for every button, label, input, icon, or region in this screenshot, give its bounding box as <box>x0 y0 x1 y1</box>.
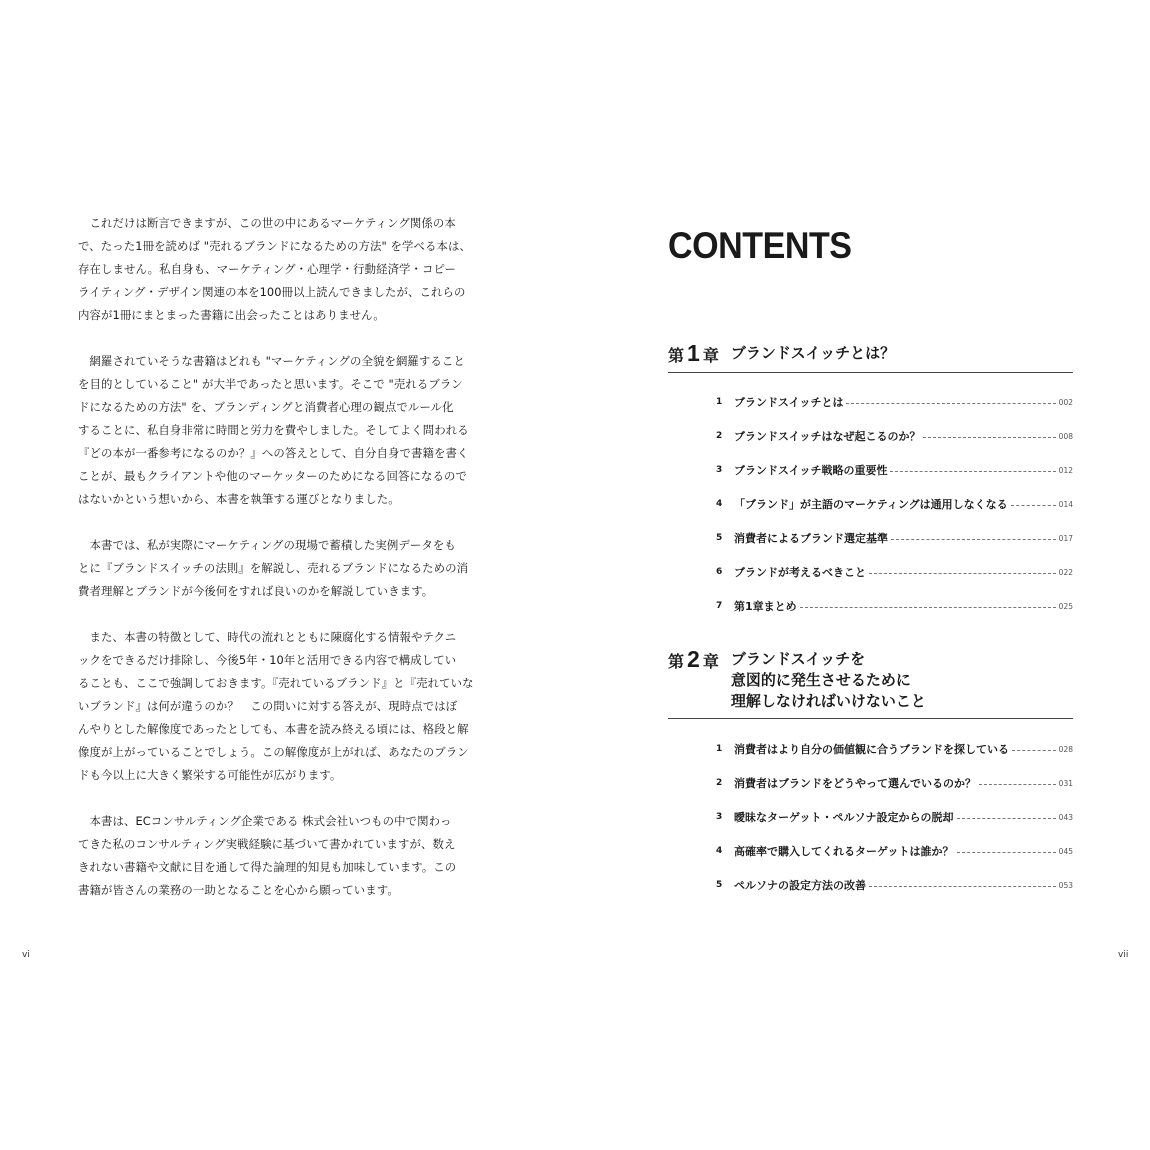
left-page-body <box>78 212 483 925</box>
toc-entry[interactable] <box>716 487 1073 521</box>
toc-number: 1 <box>716 744 723 754</box>
toc-page: 031 <box>1058 778 1073 788</box>
chapter-1 <box>668 340 1073 623</box>
dot-leader <box>957 852 1056 853</box>
text-line: で、たった1冊を読めば "売れるブランドになるための方法" を学べる本は、 <box>78 239 471 253</box>
dot-leader <box>890 471 1055 472</box>
text-line: 費者理解とブランドが今後何をすれば良いのかを解説していきます。 <box>78 584 434 598</box>
toc-entry[interactable] <box>716 732 1073 766</box>
toc-text: 第1章まとめ <box>734 600 797 613</box>
toc-page: 045 <box>1058 846 1073 856</box>
text-line: 内容が1冊にまとまった書籍に出会ったことはありません。 <box>78 308 385 322</box>
chapter-label <box>668 340 719 366</box>
toc-text: 消費者はより自分の価値観に合うブランドを探している <box>734 743 1009 756</box>
chapter-prefix: 第 <box>668 346 685 365</box>
text-line: 像度が上がっていることでしょう。この解像度が上がれば、あなたのブラン <box>78 745 469 759</box>
text-line: 『どの本が一番参考になるのか？』への答えとして、自分自身で書籍を書く <box>78 446 469 460</box>
chapter-title-line: ブランドスイッチとは？ <box>730 344 896 362</box>
text-line: きれない書籍や文献に目を通して得た論理的知見も加味しています。この <box>78 860 457 874</box>
toc-entry[interactable] <box>716 868 1073 902</box>
toc-page: 025 <box>1058 601 1073 611</box>
paragraph <box>78 350 483 511</box>
toc-entry[interactable] <box>716 834 1073 868</box>
dot-leader <box>869 573 1056 574</box>
text-line: とに『ブランドスイッチの法則』を解説し、売れるブランドになるための消 <box>78 561 469 575</box>
text-line: ックをできるだけ排除し、今後5年・10年と活用できる内容で構成してい <box>78 653 457 667</box>
dot-leader <box>869 886 1056 887</box>
toc-number: 2 <box>716 431 723 441</box>
chapter-2 <box>668 646 1073 902</box>
toc-number: 3 <box>716 465 723 475</box>
toc-number: 5 <box>716 880 723 890</box>
toc-text: 高確率で購入してくれるターゲットは誰か？ <box>734 845 954 858</box>
toc-number: 1 <box>716 397 723 407</box>
chapter-title <box>731 646 926 712</box>
toc-entry[interactable] <box>716 385 1073 419</box>
dot-leader <box>957 818 1056 819</box>
chapter-title <box>731 340 895 364</box>
text-line: これだけは断言できますが、この世の中にあるマーケティング関係の本 <box>78 216 456 230</box>
toc-number: 6 <box>716 567 723 577</box>
toc-page: 008 <box>1058 431 1073 441</box>
toc-text: ペルソナの設定方法の改善 <box>734 879 866 892</box>
toc-text: 消費者はブランドをどうやって選んでいるのか？ <box>734 777 976 790</box>
toc-entry[interactable] <box>716 419 1073 453</box>
text-line: 書籍が皆さんの業務の一助となることを心から願っています。 <box>78 883 399 897</box>
page-number-left: vi <box>22 950 30 960</box>
toc-entry[interactable] <box>716 589 1073 623</box>
toc-entry[interactable] <box>716 555 1073 589</box>
chapter-suffix: 章 <box>702 346 719 365</box>
toc-entry[interactable] <box>716 453 1073 487</box>
chapter-number: 1 <box>687 340 700 366</box>
toc-text: 曖昧なターゲット・ペルソナ設定からの脱却 <box>734 811 954 824</box>
toc-number: 7 <box>716 601 723 611</box>
dot-leader <box>846 403 1055 404</box>
toc-page: 043 <box>1058 812 1073 822</box>
chapter-suffix: 章 <box>702 652 719 671</box>
chapter-title-line: 理解しなければいけないこと <box>730 692 926 710</box>
chapter-number: 2 <box>687 646 700 672</box>
toc-entry[interactable] <box>716 766 1073 800</box>
toc-entry[interactable] <box>716 521 1073 555</box>
text-line: ドになるための方法" を、ブランディングと消費者心理の観点でルール化 <box>78 400 454 414</box>
chapter-prefix: 第 <box>668 652 685 671</box>
toc-text: ブランドスイッチとは <box>734 396 844 409</box>
toc-page: 053 <box>1058 880 1073 890</box>
text-line: んやりとした解像度であったとしても、本書を読み終える頃には、格段と解 <box>78 722 469 736</box>
toc-list <box>668 385 1073 623</box>
dot-leader <box>891 539 1056 540</box>
paragraph <box>78 534 483 603</box>
text-line: ライティング・デザイン関連の本を100冊以上読んできましたが、これらの <box>78 285 466 299</box>
text-line: ドも今以上に大きく繁栄する可能性が広がります。 <box>78 768 342 782</box>
text-line: ことが、最もクライアントや他のマーケッターのためになる回答になるので <box>78 469 467 483</box>
dot-leader <box>800 607 1056 608</box>
paragraph <box>78 626 483 787</box>
toc-number: 5 <box>716 533 723 543</box>
toc-page: 002 <box>1058 397 1073 407</box>
text-line: 存在しません。私自身も、マーケティング・心理学・行動経済学・コピー <box>78 262 457 276</box>
paragraph <box>78 212 483 327</box>
toc-entry[interactable] <box>716 800 1073 834</box>
toc-text: ブランドスイッチ戦略の重要性 <box>734 464 888 477</box>
dot-leader <box>1012 750 1056 751</box>
toc-text: ブランドスイッチはなぜ起こるのか？ <box>734 430 921 443</box>
toc-text: 消費者によるブランド選定基準 <box>734 532 888 545</box>
toc-number: 3 <box>716 812 723 822</box>
toc-number: 2 <box>716 778 723 788</box>
chapter-title-line: 意図的に発生させるために <box>730 671 911 689</box>
toc-page: 017 <box>1058 533 1073 543</box>
text-line: 本書では、私が実際にマーケティングの現場で蓄積した実例データをも <box>78 538 456 552</box>
dot-leader <box>923 437 1055 438</box>
dot-leader <box>979 784 1056 785</box>
text-line: また、本書の特徴として、時代の流れとともに陳腐化する情報やテクニ <box>78 630 457 644</box>
page-number-right: vii <box>1118 950 1129 960</box>
chapter-heading <box>668 340 1073 373</box>
text-line: いブランド』は何が違うのか？ この問いに対する答えが、現時点ではぼ <box>78 699 458 713</box>
toc-page: 022 <box>1058 567 1073 577</box>
text-line: 本書は、ECコンサルティング企業である 株式会社いつもの中で関わっ <box>78 814 452 828</box>
toc-number: 4 <box>716 499 723 509</box>
toc-page: 028 <box>1058 744 1073 754</box>
text-line: はないかという想いから、本書を執筆する運びとなりました。 <box>78 492 400 506</box>
text-line: することに、私自身非常に時間と労力を費やしました。そしてよく問われる <box>78 423 469 437</box>
paragraph <box>78 810 483 902</box>
toc-text: 「ブランド」が主語のマーケティングは通用しなくなる <box>734 498 1008 511</box>
contents-title: CONTENTS <box>668 225 852 266</box>
chapter-title-line: ブランドスイッチを <box>730 650 866 668</box>
toc-number: 4 <box>716 846 723 856</box>
text-line: てきた私のコンサルティング実戦経験に基づいて書かれていますが、数え <box>78 837 456 851</box>
text-line: を目的としていること" が大半であったと思います。そこで "売れるブラン <box>78 377 463 391</box>
dot-leader <box>1011 505 1056 506</box>
toc-page: 014 <box>1058 499 1073 509</box>
toc-list <box>668 732 1073 902</box>
chapter-heading <box>668 646 1073 719</box>
text-line: ることも、ここで強調しておきます。『売れているブランド』と『売れていな <box>78 676 474 690</box>
toc-text: ブランドが考えるべきこと <box>734 566 866 579</box>
text-line: 網羅されていそうな書籍はどれも "マーケティングの全貌を網羅すること <box>78 354 465 368</box>
chapter-label <box>668 646 719 672</box>
toc-page: 012 <box>1058 465 1073 475</box>
